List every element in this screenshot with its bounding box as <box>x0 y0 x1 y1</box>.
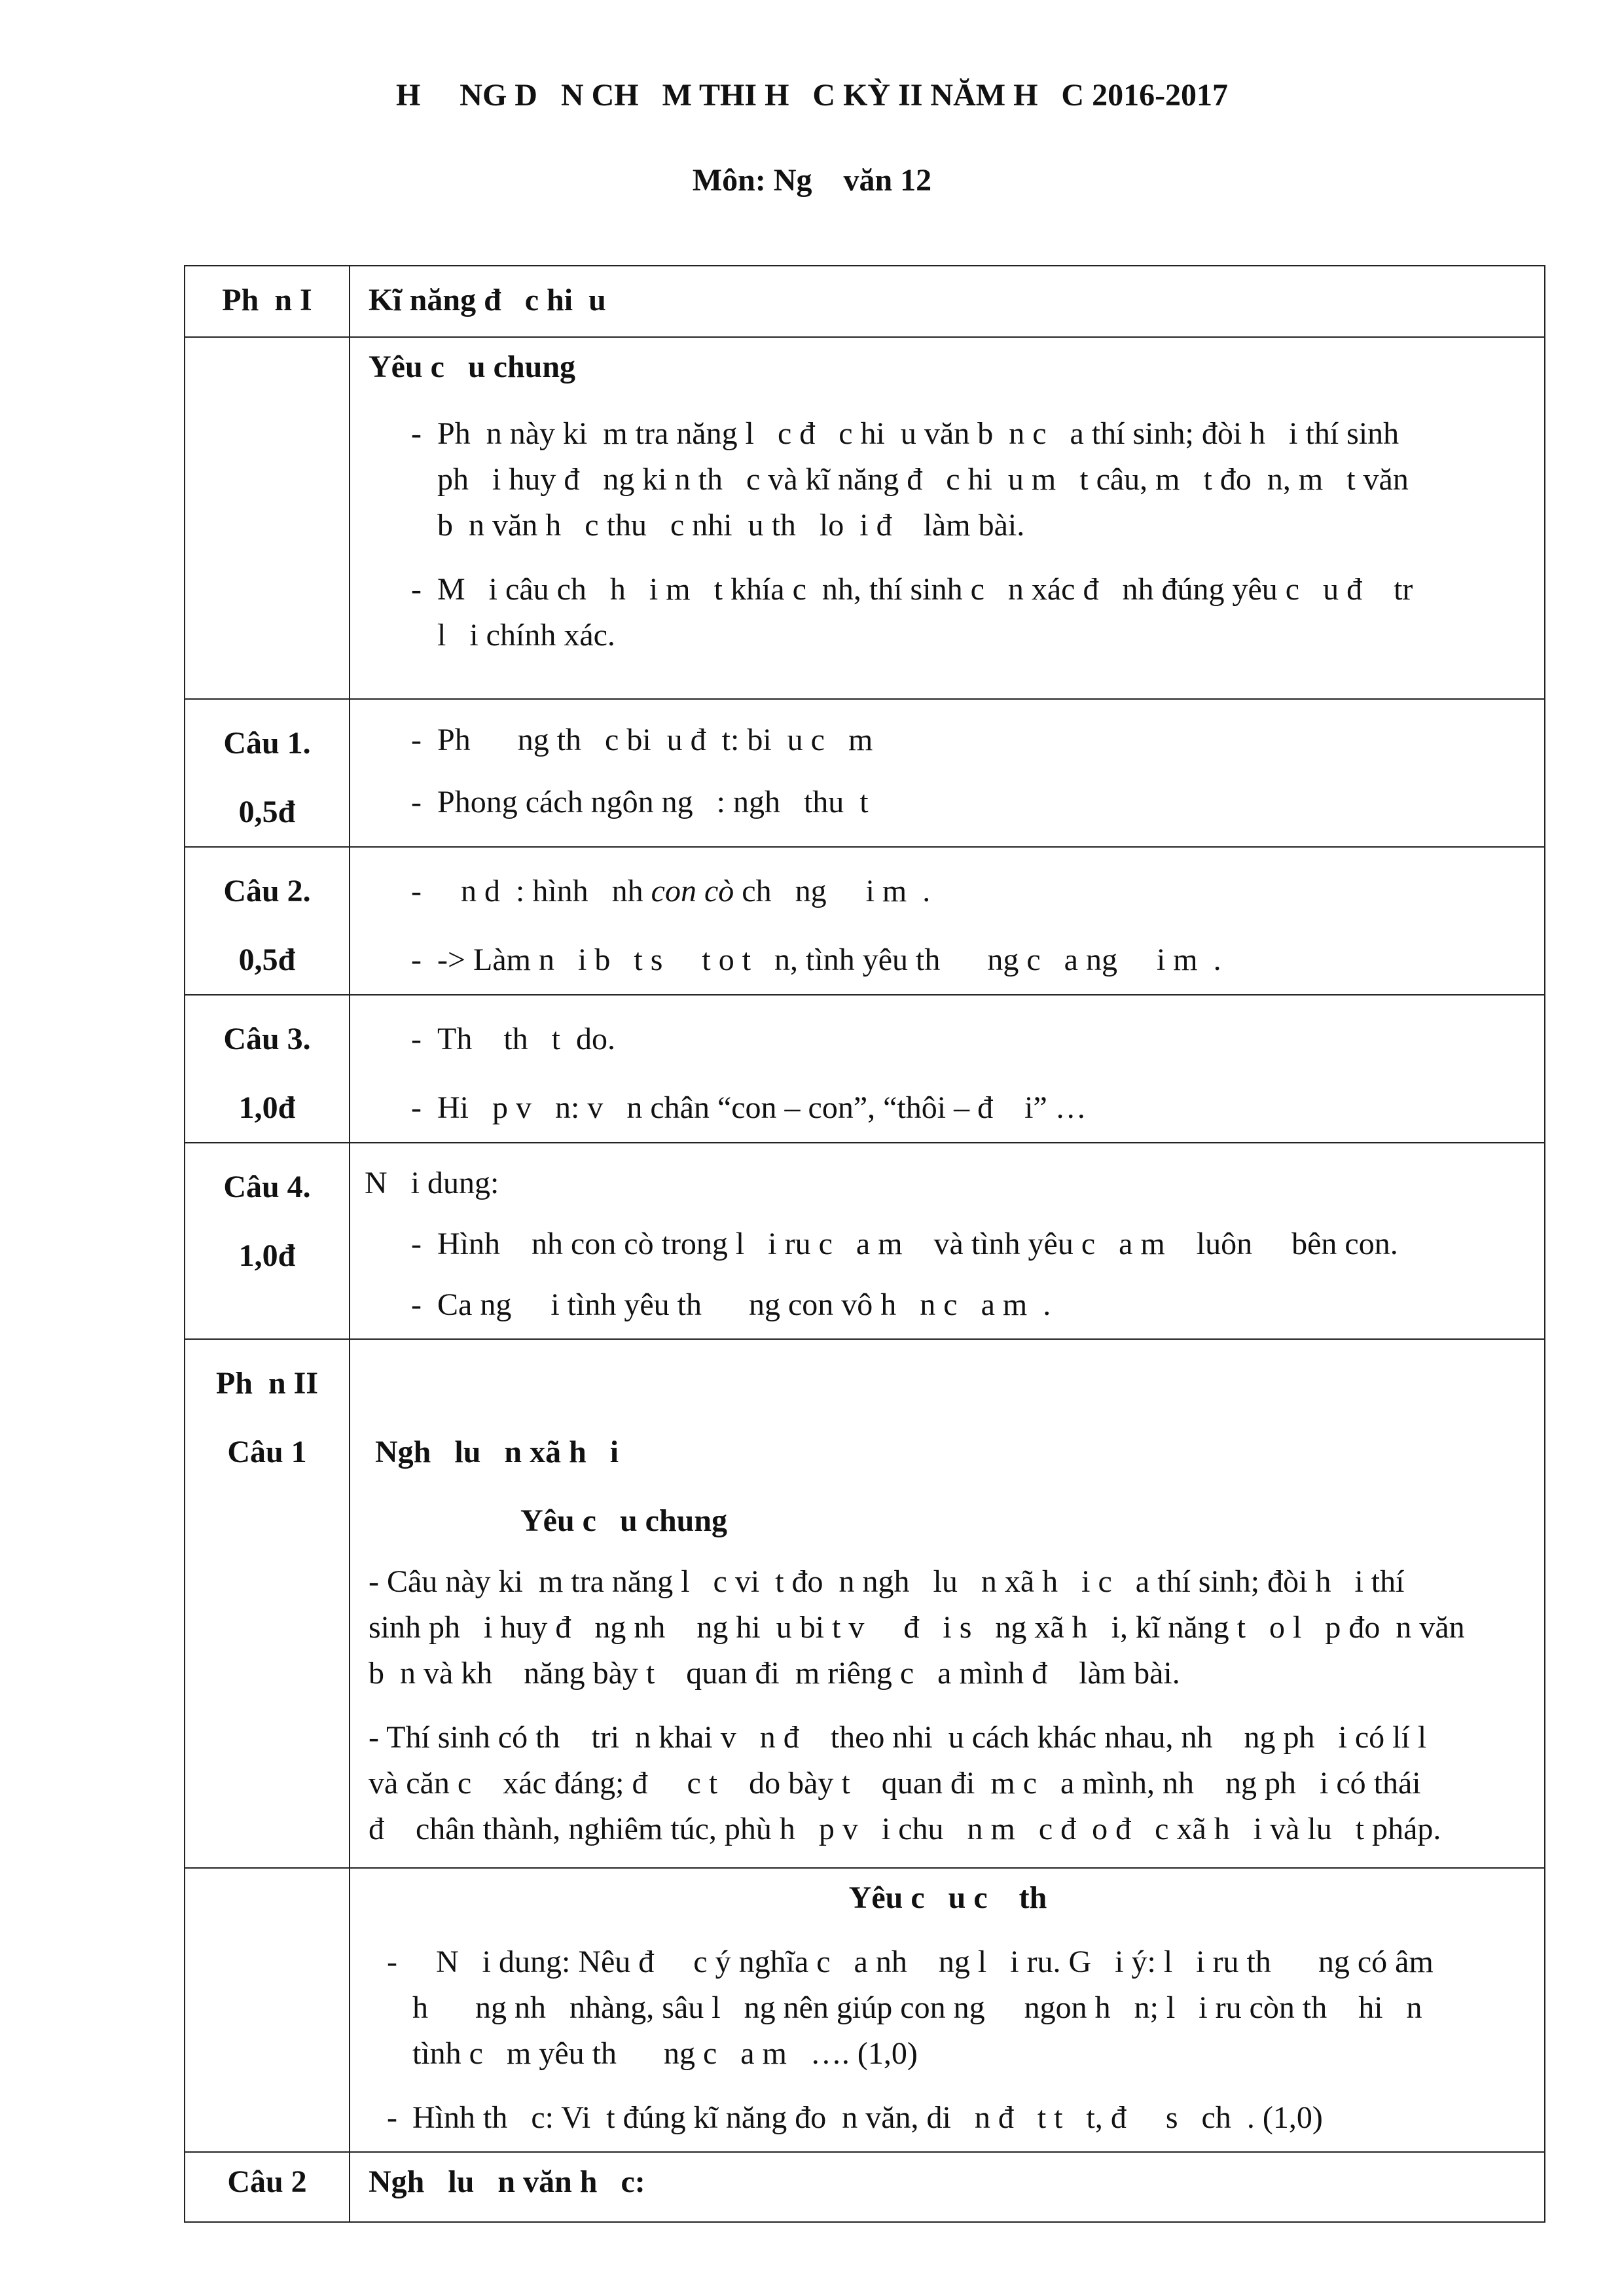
q2-essay-heading: Ngh lu n văn h c: <box>369 2164 645 2199</box>
q2-label-cell <box>185 847 350 995</box>
general-requirements-cell <box>350 337 1545 699</box>
part1-label: Ph n I <box>222 283 312 317</box>
q3-label-cell <box>185 995 350 1143</box>
text-line: Ph n này ki m tra năng l c đ c hi u văn b n c a thí sinh; đòi h i thí sinh <box>437 416 1399 451</box>
empty-cell <box>185 337 350 699</box>
text-line: - Thí sinh có th tri n khai v n đ theo nhi u cách khác nhau, nh ng ph i có lí l <box>369 1720 1427 1755</box>
table-row <box>185 847 1545 995</box>
specific-heading: Yêu c u c th <box>848 1880 1047 1915</box>
list-item: - -> Làm n i b t s t o t n, tình yêu th ng c a ng i m . <box>411 942 1221 977</box>
list-item: - Ca ng i tình yêu th ng con vô h n c a m . <box>411 1287 1051 1322</box>
part2-label: Ph n II <box>215 1366 319 1401</box>
dash-marker: - <box>411 572 422 607</box>
general-heading: Yêu c u chung <box>369 350 576 384</box>
list-item: - Ph ng th c bi u đ t: bi u c m <box>411 723 873 757</box>
paragraph <box>369 1715 1527 1852</box>
table-row <box>185 995 1545 1143</box>
paragraph <box>369 1559 1527 1696</box>
q2-label: Câu 2. <box>223 874 311 908</box>
dash-marker: - <box>411 416 422 451</box>
table-row <box>185 699 1545 847</box>
text-line: đ chân thành, nghiêm túc, phù h p v i chu n m c đ o đ c xã h i và lu t pháp. <box>369 1812 1441 1846</box>
part1-heading: Kĩ năng đ c hi u <box>369 283 606 317</box>
text-line: Hi p v n: v n chân “con – con”, “thôi – đ i” … <box>437 1090 1087 1125</box>
text-line: -> Làm n i b t s t o t n, tình yêu th ng c a ng i m . <box>437 942 1221 977</box>
q3-label: Câu 3. <box>223 1022 311 1056</box>
part2-heading: Ngh lu n xã h i <box>375 1435 619 1469</box>
text-line: Hình th c: Vi t đúng kĩ năng đo n văn, di n đ t t t, đ s ch . (1,0) <box>412 2100 1323 2135</box>
q4-intro: N i dung: <box>365 1166 499 1200</box>
text-line: tình c m yêu th ng c a m …. (1,0) <box>412 2036 918 2071</box>
list-item <box>369 567 1527 658</box>
list-item: - Hình th c: Vi t đúng kĩ năng đo n văn, di n đ t t t, đ s ch . (1,0) <box>369 2095 1527 2141</box>
part2-q1-cell <box>350 1339 1545 1868</box>
part1-label-cell <box>185 266 350 337</box>
empty-cell <box>185 1868 350 2152</box>
q2-essay-heading-cell <box>350 2152 1545 2222</box>
text-line: Hình nh con cò trong l i ru c a m và tình yêu c a m luôn bên con. <box>437 1227 1398 1261</box>
table-row <box>185 1339 1545 1868</box>
list-item: - Phong cách ngôn ng : ngh thu t <box>411 785 869 819</box>
list-item: - Th th t do. <box>411 1022 615 1056</box>
q2-answer-cell <box>350 847 1545 995</box>
list-item: - Hi p v n: v n chân “con – con”, “thôi – đ i” … <box>411 1090 1087 1125</box>
list-item: - N i dung: Nêu đ c ý nghĩa c a nh ng l i ru. G i ý: l i ru th ng có âm h ng nh nhàng, sâu l ng nên giúp con ng ngon h n; l i ru còn th hi n tình c m yêu th ng c a m …. (1,0) <box>369 1939 1527 2077</box>
list-item <box>369 411 1527 548</box>
text-line: - Câu này ki m tra năng l c vi t đo n ngh lu n xã h i c a thí sinh; đòi h i thí <box>369 1564 1405 1599</box>
text-line: và căn c xác đáng; đ c t do bày t quan đi m c a mình, nh ng ph i có thái <box>369 1766 1421 1801</box>
text-line: n d : hình nh <box>437 874 651 908</box>
table-row <box>185 1143 1545 1339</box>
q4-score: 1,0đ <box>238 1238 296 1273</box>
q1-answer-cell <box>350 699 1545 847</box>
q4-label-cell <box>185 1143 350 1339</box>
q1-label-cell <box>185 699 350 847</box>
q3-answer-cell <box>350 995 1545 1143</box>
part2-subheading: Yêu c u chung <box>520 1503 728 1538</box>
subject-line: Môn: Ng văn 12 <box>692 163 932 198</box>
part1-heading-cell <box>350 266 1545 337</box>
text-line: Ca ng i tình yêu th ng con vô h n c a m . <box>437 1287 1051 1322</box>
q2-essay-label-cell <box>185 2152 350 2222</box>
list-item: - Hình nh con cò trong l i ru c a m và tình yêu c a m luôn bên con. <box>411 1227 1398 1261</box>
text-line: b n văn h c thu c nhi u th lo i đ làm bài. <box>437 508 1025 543</box>
q4-answer-cell <box>350 1143 1545 1339</box>
specific-requirements-cell <box>350 1868 1545 2152</box>
text-line: l i chính xác. <box>437 618 615 653</box>
answer-key-table <box>184 265 1545 2223</box>
part2-q1-label: Câu 1 <box>227 1435 307 1469</box>
q1-label: Câu 1. <box>223 726 311 761</box>
text-line: ph i huy đ ng ki n th c và kĩ năng đ c hi u m t câu, m t đo n, m t văn <box>437 462 1409 497</box>
table-row <box>185 337 1545 699</box>
text-line: Ph ng th c bi u đ t: bi u c m <box>437 723 873 757</box>
q2-essay-label: Câu 2 <box>227 2164 307 2199</box>
text-line: b n và kh năng bày t quan đi m riêng c a mình đ làm bài. <box>369 1656 1180 1691</box>
text-line: h ng nh nhàng, sâu l ng nên giúp con ng ngon h n; l i ru còn th hi n <box>412 1990 1422 2025</box>
text-line: Phong cách ngôn ng : ngh thu t <box>437 785 869 819</box>
text-line: Th th t do. <box>437 1022 615 1056</box>
table-row <box>185 2152 1545 2222</box>
document-title: H NG D N CH M THI H C KỲ II NĂM H C 2016-2017 <box>395 78 1229 113</box>
q1-score: 0,5đ <box>238 795 296 829</box>
table-row <box>185 1868 1545 2152</box>
part2-label-cell <box>185 1339 350 1868</box>
text-line: M i câu ch h i m t khía c nh, thí sinh c n xác đ nh đúng yêu c u đ tr <box>437 572 1413 607</box>
list-item: - n d : hình nh con cò ch ng i m . <box>411 874 931 908</box>
text-line: sinh ph i huy đ ng nh ng hi u bi t v đ i s ng xã h i, kĩ năng t o l p đo n văn <box>369 1610 1465 1645</box>
italic-phrase: con cò <box>651 874 734 908</box>
q2-score: 0,5đ <box>238 942 296 977</box>
table-row <box>185 266 1545 337</box>
q4-label: Câu 4. <box>223 1170 311 1204</box>
text-line: ch ng i m . <box>734 874 931 908</box>
q3-score: 1,0đ <box>238 1090 296 1125</box>
text-line: N i dung: Nêu đ c ý nghĩa c a nh ng l i ru. G i ý: l i ru th ng có âm <box>412 1945 1434 1979</box>
